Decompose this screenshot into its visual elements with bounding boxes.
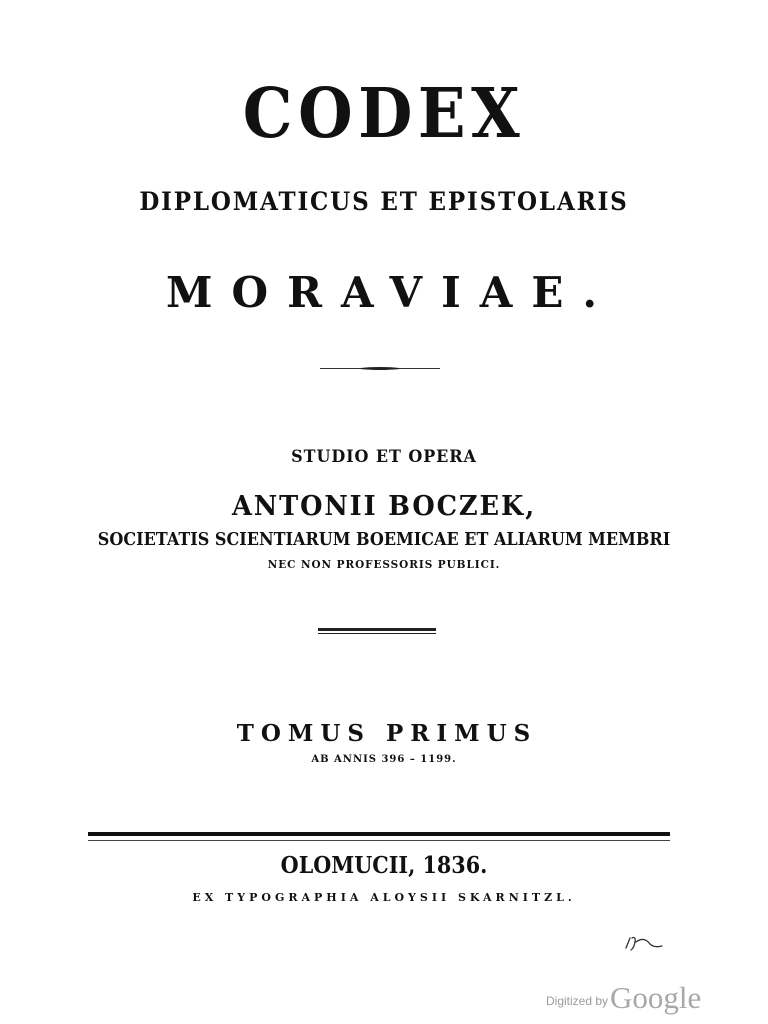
author-society: SOCIETATIS SCIENTIARUM BOEMICAE ET ALIARUM MEMBRI [97,529,671,550]
imprint-rule-thick [88,832,670,836]
ornamental-rule-middle [318,628,436,634]
imprint-printer: EX TYPOGRAPHIA ALOYSII SKARNITZL. [192,891,576,904]
author-name: ANTONII BOCZEK, [231,491,537,522]
book-region: MORAVIAE. [166,268,616,317]
studio-line: STUDIO ET OPERA [291,447,477,467]
volume-label: TOMUS PRIMUS [236,720,538,747]
book-subtitle: DIPLOMATICUS ET EPISTOLARIS [139,187,629,216]
handwritten-mark-icon [622,930,668,954]
google-logo: Google [610,980,702,1015]
author-professor: NEC NON PROFESSORIS PUBLICI. [267,558,501,571]
imprint-rule-thin [88,840,670,841]
ornamental-rule-center [360,367,400,370]
digitized-watermark [546,980,716,1016]
book-title: CODEX [242,74,526,154]
volume-years: AB ANNIS 396 – 1199. [311,754,457,765]
digitized-label: Digitized by [546,994,609,1008]
imprint-place-date: OLOMUCII, 1836. [280,852,488,879]
